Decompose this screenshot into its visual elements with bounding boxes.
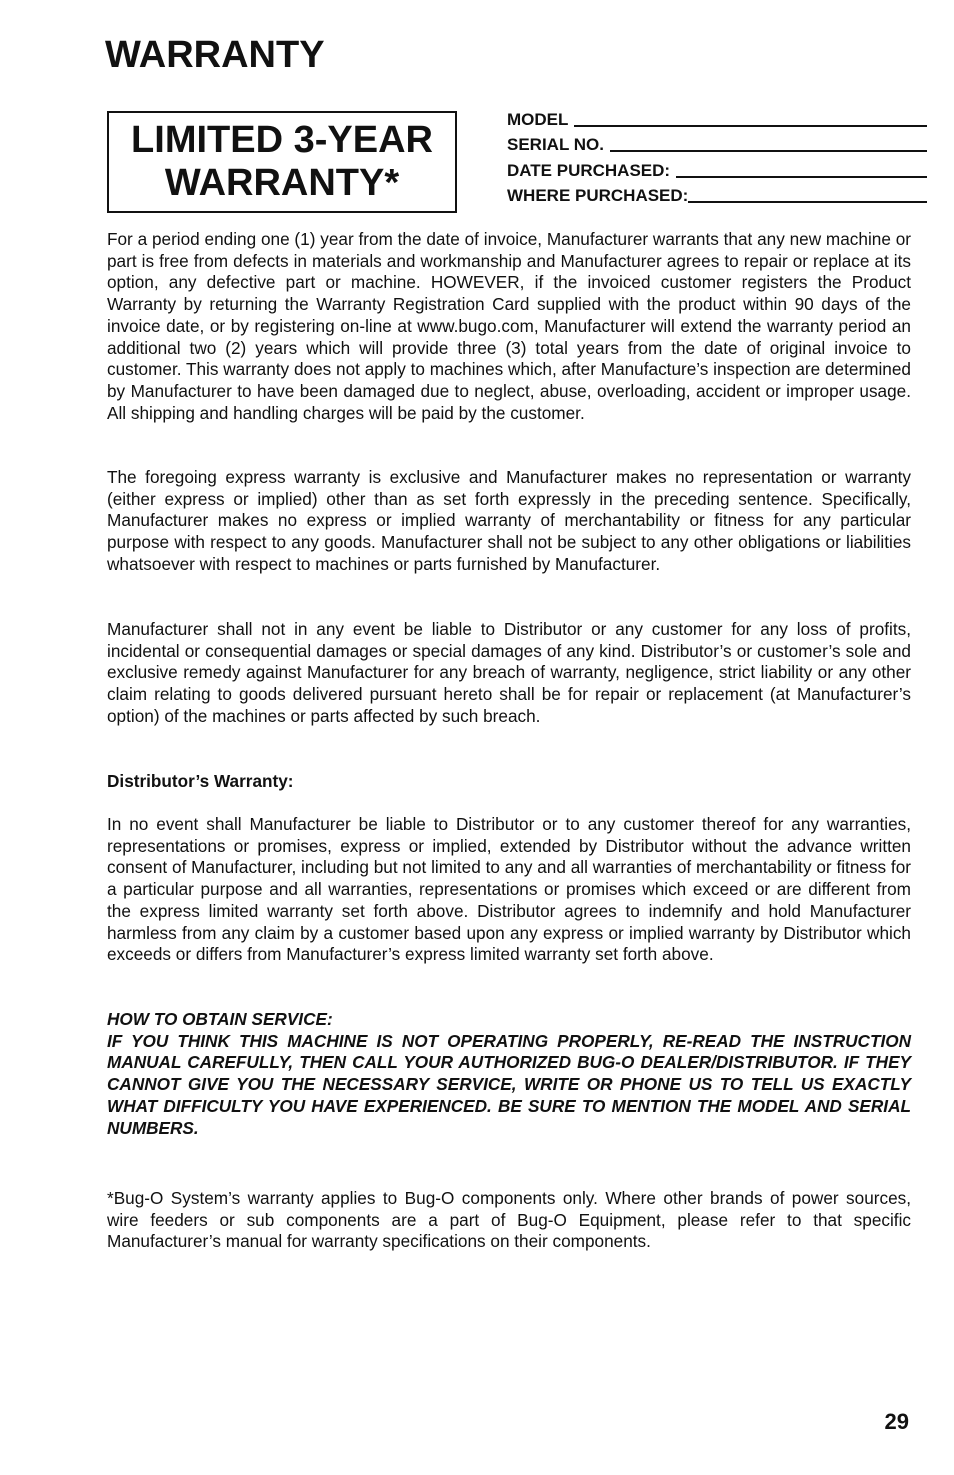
model-label: MODEL: [507, 109, 569, 129]
exclusive-warranty-paragraph: The foregoing express warranty is exclusive and Manufacturer makes no representation or warranty (either express or implied) other than as set forth expressly in the preceding sentence. Specifically, Manufacturer makes no express or implied warranty of merchantability or fitness for any particular purpose with respect to any goods. Manufacturer shall not be subject to any other obligations or liabilities whatsoever with respect to machines or parts furnished by Manufacturer.: [107, 467, 911, 574]
service-heading: HOW TO OBTAIN SERVICE:: [107, 1009, 333, 1029]
where-purchased-field: [507, 181, 927, 207]
model-field: [507, 104, 927, 130]
where-purchased-label: WHERE PURCHASED:: [507, 186, 689, 205]
limited-warranty-box: [107, 111, 457, 213]
page-number: 29: [884, 1409, 909, 1434]
registration-fields: [507, 104, 927, 206]
warranty-box-line-2: WARRANTY*: [164, 162, 400, 204]
date-purchased-field: [507, 155, 927, 181]
where-purchased-blank-line: [688, 201, 927, 203]
service-instructions: IF YOU THINK THIS MACHINE IS NOT OPERATING PROPERLY, RE-READ THE INSTRUCTION MANUAL CAREFULLY, THEN CALL YOUR AUTHORIZED BUG-O DEALER/DISTRIBUTOR. IF THEY CANNOT GIVE YOU THE NECESSARY SERVICE, WRITE OR PHONE US TO TELL US EXACTLY WHAT DIFFICULTY YOU HAVE EXPERIENCED. BE SURE TO MENTION THE MODEL AND SERIAL NUMBERS.: [107, 1030, 911, 1138]
warranty-terms-paragraph: For a period ending one (1) year from the date of invoice, Manufacturer warrants that any new machine or part is free from defects in materials and workmanship and Manufacturer agrees to repair or replace at its option, any defective part or machine. HOWEVER, if the invoiced customer registers the Product Warranty by returning the Warranty Registration Card supplied with the product within 90 days of the invoice date, or by registering on-line at www.bugo.com, Manufacturer will extend the warranty period an additional two (2) years which will provide three (3) total years from the date of original invoice to customer. This warranty does not apply to machines which, after Manufacture’s inspection are determined by Manufacturer to have been damaged due to neglect, abuse, overloading, accident or improper usage. All shipping and handling charges will be paid by the customer.: [107, 229, 911, 423]
serial-no-field: [507, 130, 927, 156]
distributor-warranty-heading: Distributor’s Warranty:: [107, 771, 294, 791]
serial-no-blank-line: [610, 150, 927, 152]
page-title: WARRANTY: [105, 34, 325, 76]
date-purchased-label: DATE PURCHASED:: [507, 160, 671, 180]
date-purchased-blank-line: [676, 176, 927, 178]
distributor-warranty-paragraph: In no event shall Manufacturer be liable to Distributor or to any customer thereof for any warranties, representations or promises, express or implied, extended by Distributor without the advance written consent of Manufacturer, including but not limited to any and all warranties of merchantability or fitness for a particular purpose and all warranties, representations or promises which exceed or are different from the express limited warranty set forth above. Distributor agrees to indemnify and hold Manufacturer harmless from any claim by a customer based upon any express or implied warranty by Distributor which exceeds or differs from Manufacturer’s express limited warranty set forth above.: [107, 814, 911, 965]
warranty-box-line-1: LIMITED 3-YEAR: [131, 119, 433, 161]
liability-paragraph: Manufacturer shall not in any event be liable to Distributor or any customer for any loss of profits, incidental or consequential damages or special damages of any kind. Distributor’s or customer’s sole and exclusive remedy against Manufacturer for any breach of warranty, negligence, strict liability or any other claim relating to goods delivered pursuant hereto shall be for repair or replacement (at Manufacturer’s option) of the machines or parts affected by such breach.: [107, 619, 911, 726]
footnote-paragraph: *Bug-O System’s warranty applies to Bug-O components only. Where other brands of power sources, wire feeders or sub components are a part of Bug-O Equipment, please refer to that specific Manufacturer’s manual for warranty specifications on their components.: [107, 1188, 911, 1252]
model-blank-line: [574, 125, 927, 127]
serial-no-label: SERIAL NO.: [507, 135, 604, 154]
service-section: [107, 1009, 911, 1139]
